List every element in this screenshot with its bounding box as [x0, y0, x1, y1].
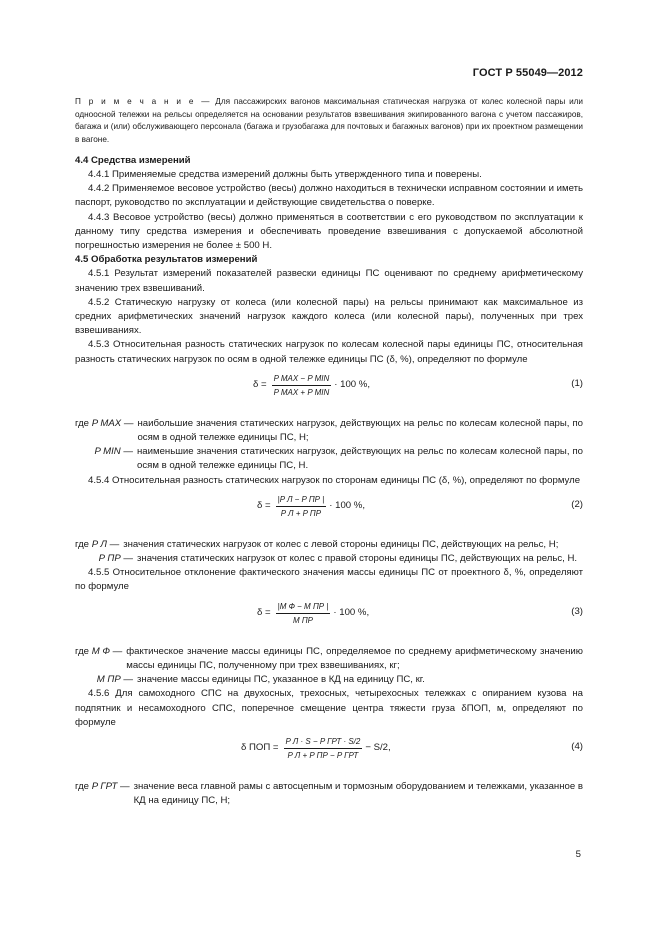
page-number: 5	[575, 849, 581, 860]
note-text: Для пассажирских вагонов максимальная статическая нагрузка от колес колесной пары или одноосной тележки на рельсы определяется на основании результатов взвешивания экипированного вагона с учетом пассажиров, багажа и (или) обслуживающего персонала (багажа и грузобагажа для почтовых и багажных вагонов) при их проектном размещении в вагоне.	[75, 97, 583, 145]
where-ppr-text: значения статических нагрузок от колес с правой стороны единицы ПС, действующих на рельс, Н.	[137, 553, 578, 565]
formula-4-lhs: δ ПОП =	[241, 742, 279, 754]
where-pgrt	[75, 780, 583, 808]
where-pl-symbol: P Л —	[91, 538, 120, 550]
formula-3-rhs: · 100 %,	[333, 607, 370, 619]
para-4-5-6: 4.5.6 Для самоходного СПС на двухосных, трехосных, четырехосных тележках с опиранием кузова на подпятник и несамоходного СПС, поперечное смещение центра тяжести груза δПОП, м, определяют по формуле	[75, 688, 583, 728]
section-4-5-title: 4.5 Обработка результатов измерений	[75, 254, 258, 266]
where-lead-word: где	[75, 780, 90, 792]
formula-2	[75, 494, 583, 530]
para-4-5-2: 4.5.2 Статическую нагрузку от колеса (или колесной пары) на рельсы принимают как максимальное из средних арифметических значений нагрузок каждого колеса (или колесной пары), полученных при трех взвешиваниях.	[75, 296, 583, 337]
formula-2-denominator: P Л + P ПР	[280, 508, 322, 518]
para-4-4-3: 4.4.3 Весовое устройство (весы) должно применяться в соответствии с его руководством по эксплуатации к данному типу средства измерения и обеспечивать проведение взвешивания с допускаемой абсолютной погрешностью измерения не более ± 500 Н.	[75, 211, 583, 252]
note-paragraph	[75, 96, 583, 147]
where-pmin-symbol	[75, 445, 137, 473]
para-4-5-1: 4.5.1 Результат измерений показателей развески единицы ПС оценивают по среднему арифметическому значению трех взвешиваний.	[75, 268, 583, 294]
formula-1-lhs: δ =	[253, 379, 267, 391]
formula-3-fraction	[276, 601, 331, 626]
formula-4-fraction	[284, 736, 363, 761]
where-mpr-text: значение массы единицы ПС, указанное в КД на единицу ПС, кг.	[137, 674, 425, 686]
where-ppr-symbol	[75, 552, 137, 566]
formula-3	[75, 601, 583, 637]
where-pgrt-text: значение веса главной рамы с автосцепным и тормозным оборудованием и тележками, указанное в КД на единицу ПС, Н;	[133, 780, 583, 807]
where-mpr	[75, 673, 583, 687]
formula-4-number: (4)	[571, 740, 583, 752]
para-4-4-1: 4.4.1 Применяемые средства измерений должны быть утвержденного типа и поверены.	[88, 169, 482, 181]
where-pl	[75, 538, 583, 552]
where-lead-word: где	[75, 538, 90, 550]
where-mpr-symbol-text: M ПР —	[96, 674, 133, 686]
where-ppr-symbol-text: P ПР —	[98, 553, 133, 565]
para-4-5-4: 4.5.4 Относительная разность статических нагрузок по сторонам единицы ПС (δ, %), определяют по формуле	[88, 474, 581, 486]
formula-3-lhs: δ =	[257, 607, 271, 619]
para-4-5-3: 4.5.3 Относительная разность статических нагрузок по колесам колесной пары единицы ПС, относительная разность статических нагрузок по осям в одной тележке единицы ПС (δ, %), определяют по формуле	[75, 339, 583, 365]
formula-2-number: (2)	[571, 498, 583, 510]
where-mf-lead	[75, 645, 126, 673]
where-pmax-lead	[75, 417, 137, 445]
formula-2-rhs: · 100 %,	[329, 500, 365, 512]
formula-2-numerator: |P Л − P ПР |	[276, 494, 327, 507]
formula-1-number: (1)	[571, 377, 583, 389]
where-mf-text: фактическое значение массы единицы ПС, определяемое по среднему арифметическому значению массы единицы ПС, полученному при трех взвешиваниях, кг;	[126, 645, 583, 671]
where-mf-symbol: M Ф —	[91, 645, 123, 657]
where-pmin-text: наименьшие значения статических нагрузок, действующих на рельс по колесам колесной пары, по осям в одной тележке единицы ПС, Н.	[137, 446, 583, 472]
page-content	[75, 96, 583, 808]
formula-1-rhs: · 100 %,	[334, 379, 370, 391]
section-4-4-title: 4.4 Средства измерений	[75, 154, 191, 166]
formula-4	[75, 736, 583, 772]
formula-2-fraction	[276, 494, 327, 519]
where-lead-word: где	[75, 645, 90, 657]
where-pgrt-lead	[75, 780, 134, 808]
where-mf	[75, 645, 583, 673]
formula-4-numerator: P Л · S − P ГРТ · S/2	[284, 736, 363, 749]
where-pmax-text: наибольшие значения статических нагрузок, действующих на рельс по колесам колесной пары, по осям в одной тележке единицы ПС, Н;	[137, 417, 583, 444]
formula-3-numerator: |M Ф − M ПР |	[276, 601, 331, 614]
where-pmin-symbol-text: P MIN —	[94, 446, 133, 458]
document-id-header: ГОСТ Р 55049—2012	[472, 67, 583, 79]
formula-4-rhs: − S/2,	[365, 742, 391, 754]
formula-3-denominator: M ПР	[292, 615, 313, 625]
where-ppr	[75, 552, 583, 566]
where-pgrt-symbol: P ГРТ —	[91, 780, 130, 792]
where-pmax	[75, 417, 583, 445]
where-pmax-symbol: P MAX —	[91, 417, 134, 429]
where-lead-word: где	[75, 417, 90, 429]
formula-1-fraction	[272, 373, 332, 398]
where-pl-lead	[75, 538, 123, 552]
formula-4-denominator: P Л + P ПР − P ГРТ	[287, 750, 359, 760]
para-4-5-5: 4.5.5 Относительное отклонение фактического значения массы единицы ПС от проектного δ, %, определяют по формуле	[75, 567, 583, 593]
formula-2-lhs: δ =	[257, 500, 271, 512]
formula-1-denominator: P MAX + P MIN	[273, 387, 330, 397]
where-pmin	[75, 445, 583, 473]
note-label: П р и м е ч а н и е —	[75, 97, 212, 106]
para-4-4-2: 4.4.2 Применяемое весовое устройство (весы) должно находиться в технически исправном состоянии и иметь паспорт, руководство по эксплуатации и действующие свидетельства о поверке.	[75, 183, 583, 209]
formula-1	[75, 373, 583, 409]
where-mpr-symbol	[75, 673, 137, 687]
formula-3-number: (3)	[571, 605, 583, 617]
where-pl-text: значения статических нагрузок от колес с левой стороны единицы ПС, действующих на рельс, Н;	[123, 538, 559, 550]
formula-1-numerator: P MAX − P MIN	[272, 373, 332, 386]
